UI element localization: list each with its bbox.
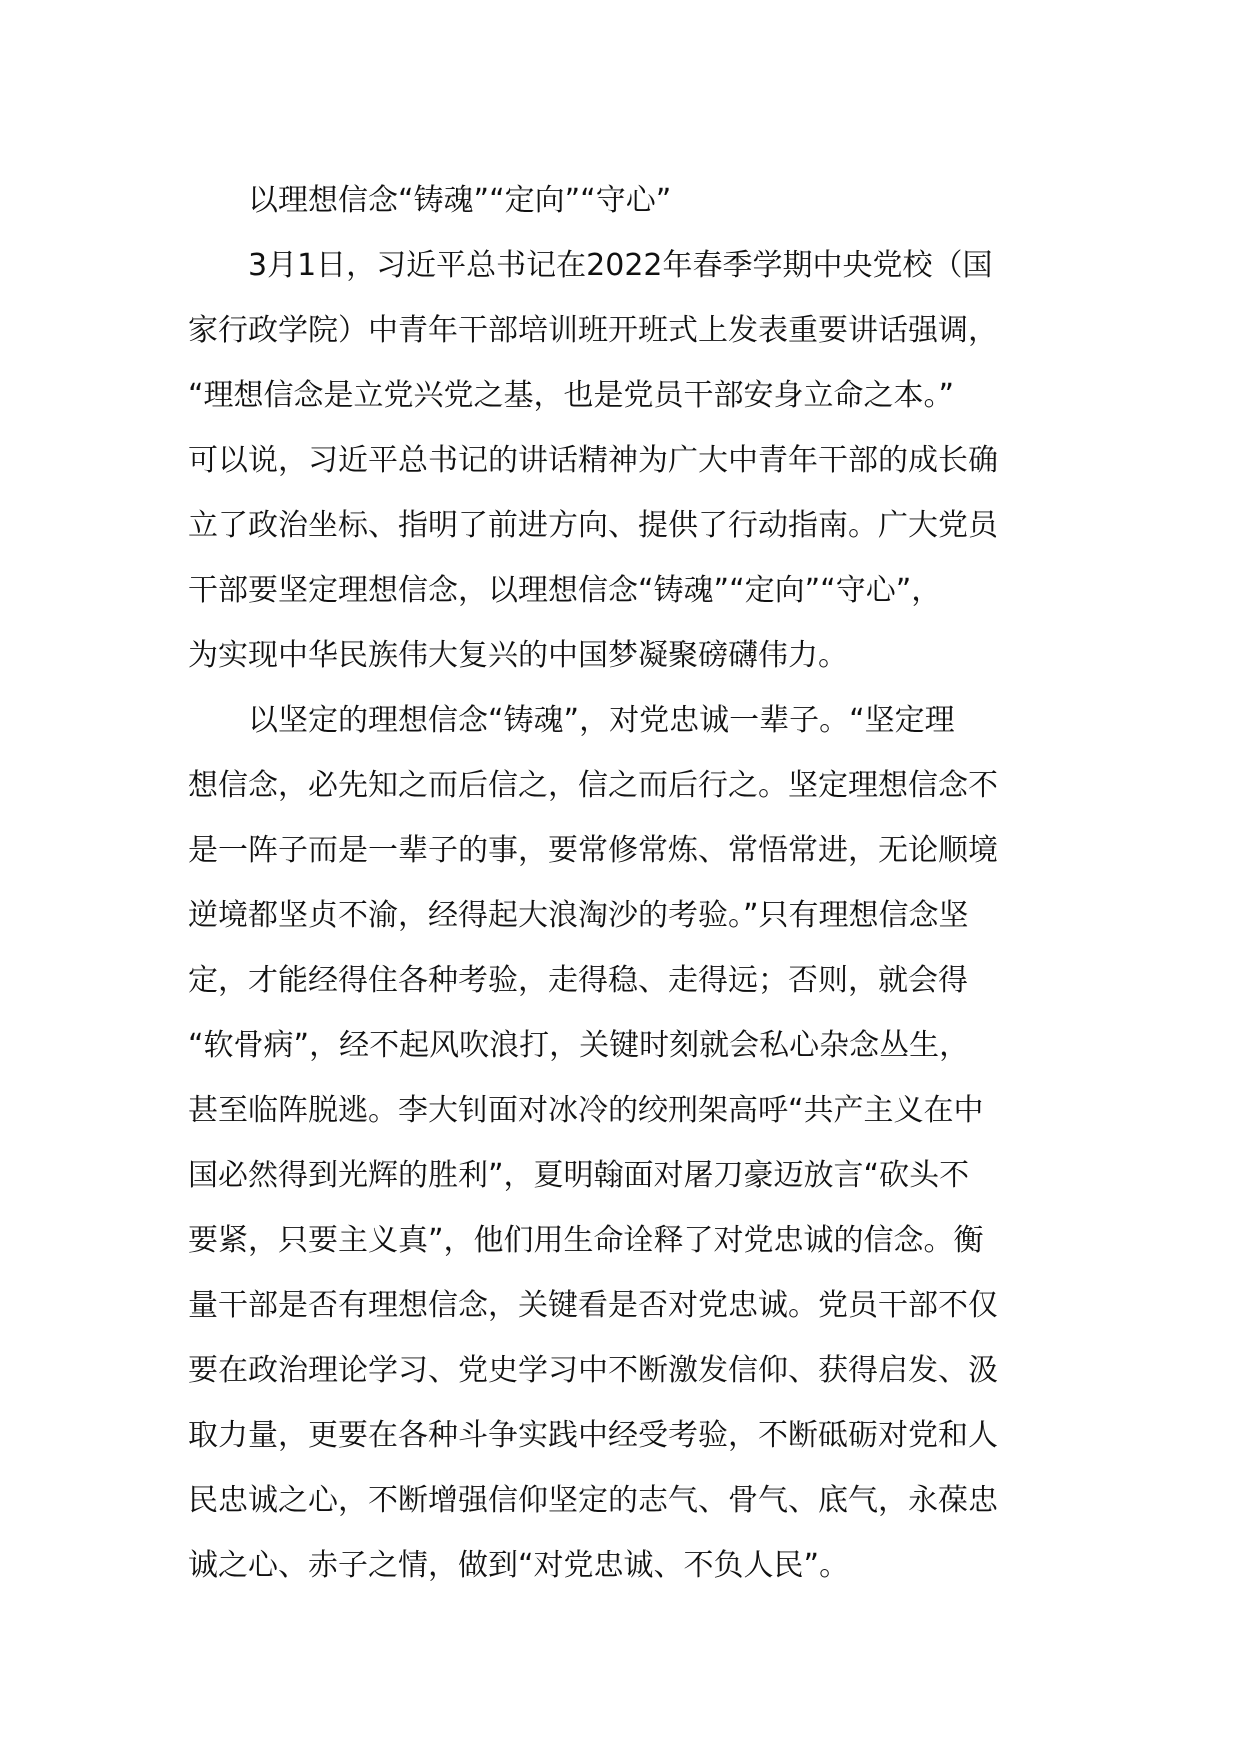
text-line: 甚至临阵脱逃。李大钊面对冰冷的绞刑架高呼“共产主义在中 bbox=[188, 1093, 984, 1128]
text-line: 3月1日，习近平总书记在2022年春季学期中央党校（国 bbox=[188, 248, 993, 283]
text-line: 家行政学院）中青年干部培训班开班式上发表重要讲话强调， bbox=[188, 313, 998, 348]
text-line: 要紧，只要主义真”，他们用生命诠释了对党忠诚的信念。衡 bbox=[188, 1223, 984, 1258]
document-body bbox=[188, 168, 1048, 1598]
text-line: 量干部是否有理想信念，关键看是否对党忠诚。党员干部不仅 bbox=[188, 1288, 998, 1323]
text-line: 要在政治理论学习、党史学习中不断激发信仰、获得启发、汲 bbox=[188, 1353, 998, 1388]
text-line: 以坚定的理想信念“铸魂”，对党忠诚一辈子。“坚定理 bbox=[188, 703, 955, 738]
text-line: 诚之心、赤子之情，做到“对党忠诚、不负人民”。 bbox=[188, 1548, 850, 1583]
text-line: 是一阵子而是一辈子的事，要常修常炼、常悟常进，无论顺境 bbox=[188, 833, 998, 868]
text-line: 为实现中华民族伟大复兴的中国梦凝聚磅礴伟力。 bbox=[188, 638, 848, 673]
text-line: 可以说，习近平总书记的讲话精神为广大中青年干部的成长确 bbox=[188, 443, 998, 478]
text-line: 定，才能经得住各种考验，走得稳、走得远；否则，就会得 bbox=[188, 963, 968, 998]
text-line: 取力量，更要在各种斗争实践中经受考验，不断砥砺对党和人 bbox=[188, 1418, 998, 1453]
text-line: 干部要坚定理想信念，以理想信念“铸魂”“定向”“守心”， bbox=[188, 573, 942, 608]
text-line: “软骨病”，经不起风吹浪打，关键时刻就会私心杂念丛生， bbox=[188, 1028, 970, 1063]
document-title-line: 以理想信念“铸魂”“定向”“守心” bbox=[188, 183, 672, 218]
text-line: 立了政治坐标、指明了前进方向、提供了行动指南。广大党员 bbox=[188, 508, 998, 543]
text-line: 民忠诚之心，不断增强信仰坚定的志气、骨气、底气，永葆忠 bbox=[188, 1483, 998, 1518]
text-line: “理想信念是立党兴党之基，也是党员干部安身立命之本。” bbox=[188, 378, 955, 413]
document-page bbox=[188, 0, 1048, 1754]
text-line: 想信念，必先知之而后信之，信之而后行之。坚定理想信念不 bbox=[188, 768, 998, 803]
text-line: 逆境都坚贞不渝，经得起大浪淘沙的考验。”只有理想信念坚 bbox=[188, 898, 969, 933]
text-line: 国必然得到光辉的胜利”，夏明翰面对屠刀豪迈放言“砍头不 bbox=[188, 1158, 970, 1193]
